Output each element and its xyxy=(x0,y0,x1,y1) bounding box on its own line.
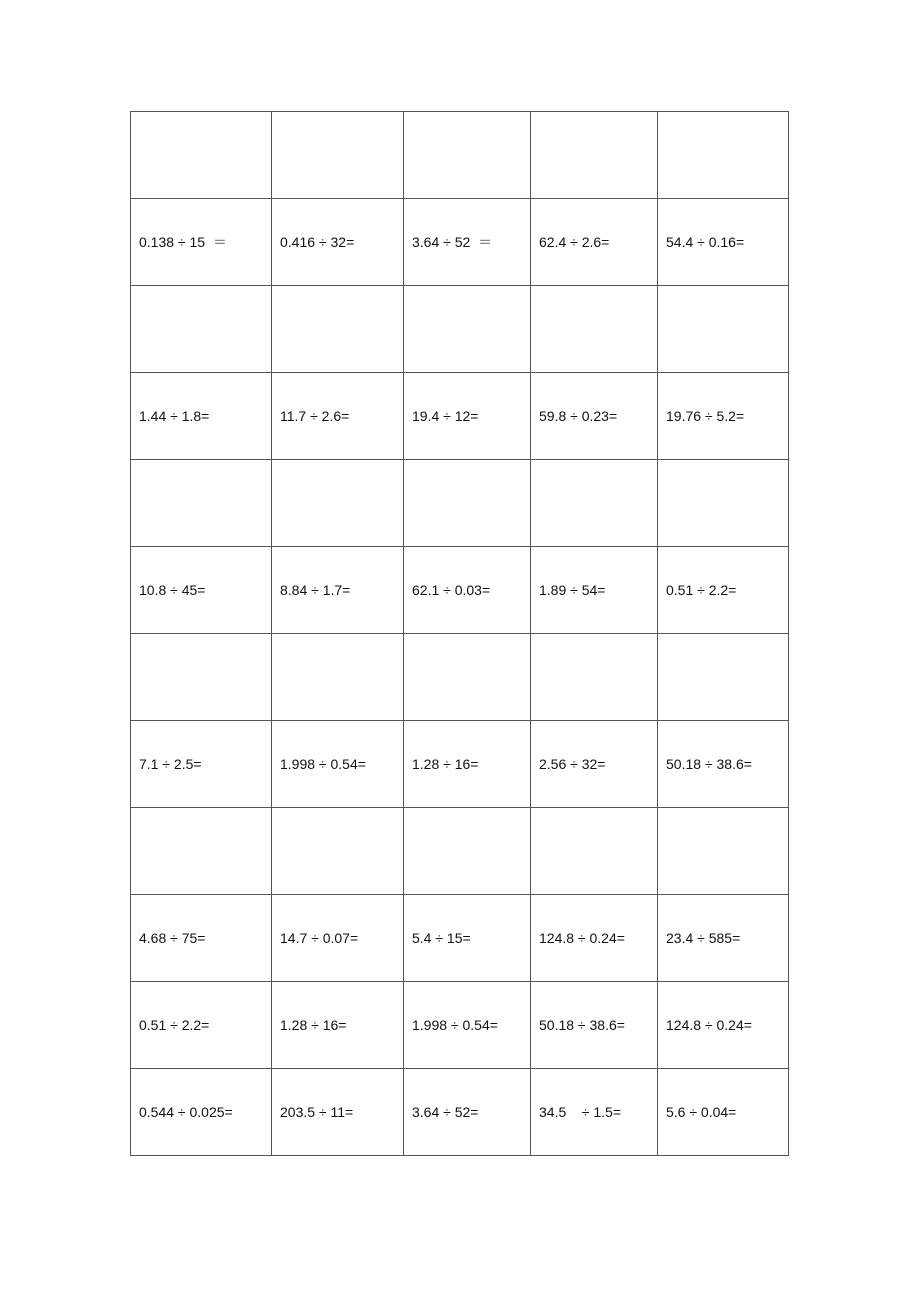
worksheet-body xyxy=(131,112,789,1156)
division-problem-cell: 59.8 ÷ 0.23= xyxy=(531,373,658,460)
worksheet-row xyxy=(131,1069,789,1156)
division-problem-cell: 10.8 ÷ 45= xyxy=(131,547,272,634)
answer-space-cell xyxy=(404,460,531,547)
worksheet-row xyxy=(131,112,789,199)
answer-space-cell xyxy=(531,808,658,895)
division-problem-cell: 3.64 ÷ 52 ＝ xyxy=(404,199,531,286)
worksheet-row xyxy=(131,895,789,982)
division-problem-cell: 23.4 ÷ 585= xyxy=(658,895,789,982)
division-problem-cell: 8.84 ÷ 1.7= xyxy=(272,547,404,634)
answer-space-cell xyxy=(531,634,658,721)
worksheet-row xyxy=(131,808,789,895)
division-problem-cell: 124.8 ÷ 0.24= xyxy=(658,982,789,1069)
division-worksheet-table xyxy=(130,111,789,1156)
answer-space-cell xyxy=(658,634,789,721)
worksheet-row xyxy=(131,547,789,634)
division-problem-cell: 11.7 ÷ 2.6= xyxy=(272,373,404,460)
division-problem-cell: 14.7 ÷ 0.07= xyxy=(272,895,404,982)
division-problem-cell: 0.416 ÷ 32= xyxy=(272,199,404,286)
worksheet-row xyxy=(131,199,789,286)
answer-space-cell xyxy=(272,112,404,199)
division-problem-cell: 50.18 ÷ 38.6= xyxy=(658,721,789,808)
division-problem-cell: 0.138 ÷ 15 ＝ xyxy=(131,199,272,286)
division-problem-cell: 3.64 ÷ 52= xyxy=(404,1069,531,1156)
division-problem-cell: 0.51 ÷ 2.2= xyxy=(131,982,272,1069)
answer-space-cell xyxy=(131,460,272,547)
division-problem-cell: 1.998 ÷ 0.54= xyxy=(404,982,531,1069)
division-problem-cell: 54.4 ÷ 0.16= xyxy=(658,199,789,286)
answer-space-cell xyxy=(658,112,789,199)
answer-space-cell xyxy=(658,460,789,547)
answer-space-cell xyxy=(272,286,404,373)
division-problem-cell: 19.76 ÷ 5.2= xyxy=(658,373,789,460)
worksheet-row xyxy=(131,721,789,808)
answer-space-cell xyxy=(404,634,531,721)
answer-space-cell xyxy=(272,460,404,547)
division-problem-cell: 4.68 ÷ 75= xyxy=(131,895,272,982)
answer-space-cell xyxy=(531,460,658,547)
answer-space-cell xyxy=(272,808,404,895)
division-problem-cell: 1.28 ÷ 16= xyxy=(272,982,404,1069)
division-problem-cell: 2.56 ÷ 32= xyxy=(531,721,658,808)
division-problem-cell: 0.544 ÷ 0.025= xyxy=(131,1069,272,1156)
division-problem-cell: 5.6 ÷ 0.04= xyxy=(658,1069,789,1156)
division-problem-cell: 34.5 ÷ 1.5= xyxy=(531,1069,658,1156)
worksheet-row xyxy=(131,634,789,721)
answer-space-cell xyxy=(131,112,272,199)
division-problem-cell: 1.44 ÷ 1.8= xyxy=(131,373,272,460)
division-problem-cell: 62.4 ÷ 2.6= xyxy=(531,199,658,286)
answer-space-cell xyxy=(131,286,272,373)
division-problem-cell: 1.998 ÷ 0.54= xyxy=(272,721,404,808)
division-problem-cell: 124.8 ÷ 0.24= xyxy=(531,895,658,982)
answer-space-cell xyxy=(658,808,789,895)
answer-space-cell xyxy=(531,112,658,199)
division-problem-cell: 19.4 ÷ 12= xyxy=(404,373,531,460)
answer-space-cell xyxy=(404,112,531,199)
worksheet-row xyxy=(131,982,789,1069)
worksheet-row xyxy=(131,286,789,373)
worksheet-row xyxy=(131,460,789,547)
answer-space-cell xyxy=(404,286,531,373)
division-problem-cell: 5.4 ÷ 15= xyxy=(404,895,531,982)
answer-space-cell xyxy=(272,634,404,721)
division-problem-cell: 203.5 ÷ 11= xyxy=(272,1069,404,1156)
division-problem-cell: 0.51 ÷ 2.2= xyxy=(658,547,789,634)
worksheet-row xyxy=(131,373,789,460)
answer-space-cell xyxy=(531,286,658,373)
division-problem-cell: 1.28 ÷ 16= xyxy=(404,721,531,808)
answer-space-cell xyxy=(658,286,789,373)
division-problem-cell: 62.1 ÷ 0.03= xyxy=(404,547,531,634)
answer-space-cell xyxy=(131,634,272,721)
division-problem-cell: 50.18 ÷ 38.6= xyxy=(531,982,658,1069)
answer-space-cell xyxy=(131,808,272,895)
division-problem-cell: 7.1 ÷ 2.5= xyxy=(131,721,272,808)
answer-space-cell xyxy=(404,808,531,895)
division-problem-cell: 1.89 ÷ 54= xyxy=(531,547,658,634)
